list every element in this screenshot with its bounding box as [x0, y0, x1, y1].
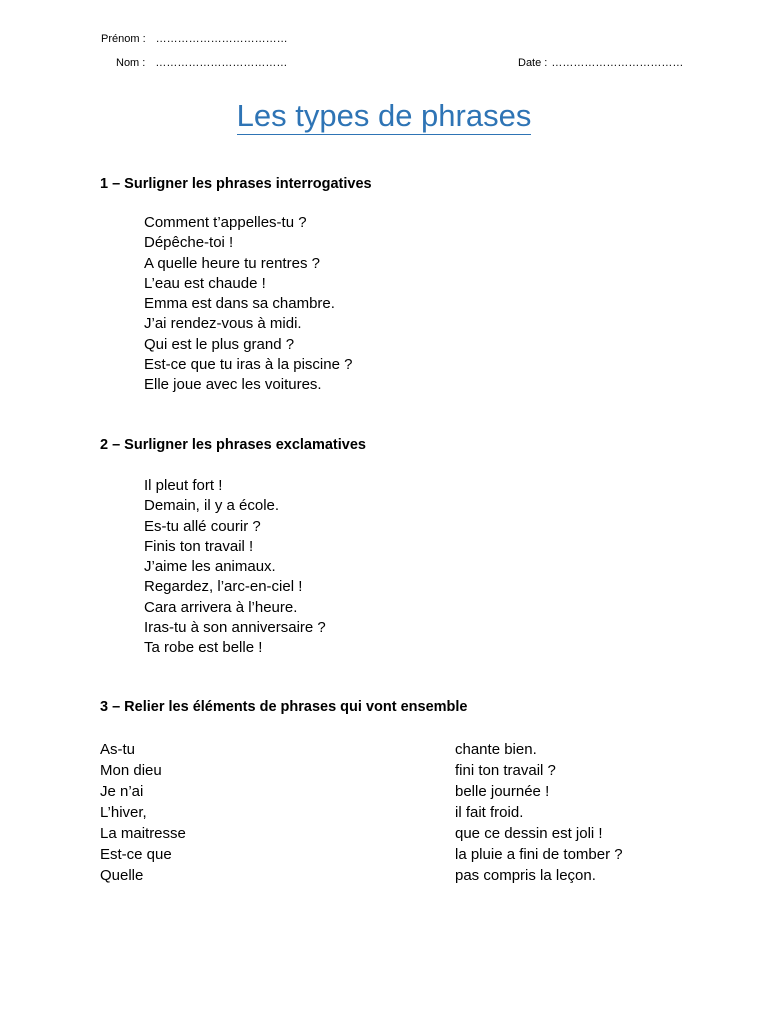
exercise-1-sentence[interactable]: Est-ce que tu iras à la piscine ? [144, 356, 353, 374]
exercise-2-sentence[interactable]: Finis ton travail ! [144, 537, 254, 555]
exercise-2-sentence[interactable]: J’aime les animaux. [144, 558, 276, 576]
match-right-item[interactable]: fini ton travail ? [455, 762, 556, 779]
exercise-2-sentence[interactable]: Ta robe est belle ! [144, 639, 263, 657]
exercise-1-sentence-list [144, 213, 352, 396]
exercise-2-sentence-list [144, 476, 326, 659]
exercise-1-sentence[interactable]: A quelle heure tu rentres ? [144, 254, 320, 272]
date-blank[interactable]: ……………………………… [551, 57, 684, 69]
exercise-1-sentence[interactable]: Qui est le plus grand ? [144, 335, 295, 353]
match-right-item[interactable]: la pluie a fini de tomber ? [455, 846, 623, 863]
exercise-1-sentence[interactable]: Dépêche-toi ! [144, 234, 234, 252]
match-right-item[interactable]: il fait froid. [455, 804, 524, 821]
exercise-1-sentence[interactable]: Emma est dans sa chambre. [144, 295, 335, 313]
exercise-2-sentence[interactable]: Iras-tu à son anniversaire ? [144, 619, 326, 637]
match-left-item[interactable]: Quelle [100, 867, 144, 884]
page-title-wrap [0, 98, 768, 134]
nom-blank[interactable]: ……………………………… [155, 57, 288, 69]
nom-field[interactable] [116, 57, 287, 69]
exercise-1-sentence[interactable]: Elle joue avec les voitures. [144, 376, 322, 394]
match-left-item[interactable]: Mon dieu [100, 762, 162, 779]
match-right-item[interactable]: chante bien. [455, 741, 537, 758]
match-right-item[interactable]: que ce dessin est joli ! [455, 825, 603, 842]
date-label: Date : [518, 57, 548, 69]
exercise-2-sentence[interactable]: Il pleut fort ! [144, 477, 223, 494]
exercise-2-heading: 2 – Surligner les phrases exclamatives [100, 437, 366, 453]
match-left-item[interactable]: La maitresse [100, 825, 186, 842]
match-right-item[interactable]: belle journée ! [455, 783, 550, 800]
nom-label: Nom : [116, 57, 146, 69]
exercise-2-sentence[interactable]: Cara arrivera à l’heure. [144, 598, 298, 616]
exercise-3-heading: 3 – Relier les éléments de phrases qui vont ensemble [100, 699, 468, 715]
match-left-item[interactable]: L’hiver, [100, 804, 147, 821]
exercise-1-sentence[interactable]: J’ai rendez-vous à midi. [144, 315, 302, 333]
prenom-label: Prénom : [101, 33, 146, 45]
prenom-blank[interactable]: ……………………………… [155, 33, 288, 45]
match-left-item[interactable]: Je n’ai [100, 783, 144, 800]
match-left-item[interactable]: As-tu [100, 741, 136, 758]
exercise-1-sentence[interactable]: Comment t’appelles-tu ? [144, 214, 307, 231]
exercise-1-heading: 1 – Surligner les phrases interrogatives [100, 176, 372, 192]
prenom-field[interactable] [101, 33, 288, 45]
date-field[interactable] [518, 57, 683, 69]
match-right-column [455, 739, 623, 886]
page-title: Les types de phrases [236, 98, 532, 133]
match-left-item[interactable]: Est-ce que [100, 846, 172, 863]
match-left-column [100, 739, 186, 886]
exercise-2-sentence[interactable]: Es-tu allé courir ? [144, 517, 261, 535]
exercise-2-sentence[interactable]: Regardez, l’arc-en-ciel ! [144, 578, 303, 596]
match-right-item[interactable]: pas compris la leçon. [455, 867, 596, 884]
exercise-2-sentence[interactable]: Demain, il y a école. [144, 497, 280, 515]
exercise-1-sentence[interactable]: L’eau est chaude ! [144, 274, 266, 292]
